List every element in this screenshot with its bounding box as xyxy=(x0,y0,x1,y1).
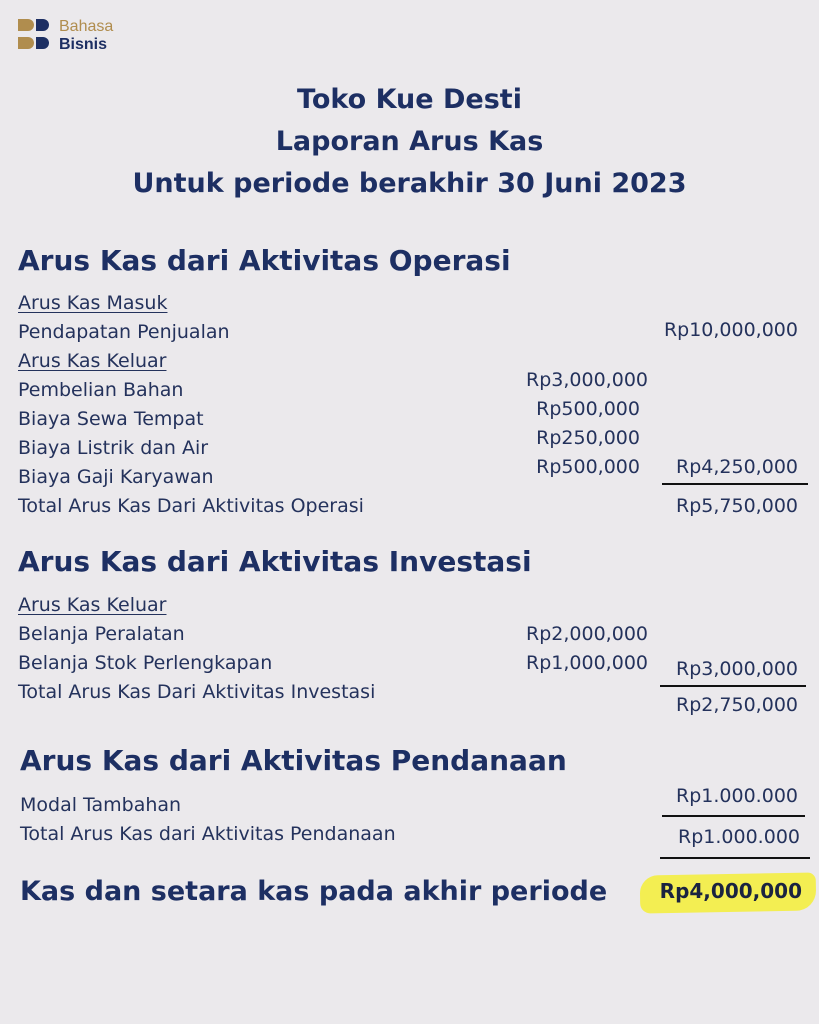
capital-label: Modal Tambahan xyxy=(20,794,182,816)
total-label-pendanaan: Total Arus Kas dari Aktivitas Pendanaan xyxy=(20,823,396,845)
logo-text-top: Bahasa xyxy=(59,18,114,35)
total-amount-investasi: Rp2,750,000 xyxy=(676,694,798,716)
logo-text-bottom: Bisnis xyxy=(59,36,108,53)
expense-amount: Rp500,000 xyxy=(536,456,640,478)
expense-label: Biaya Listrik dan Air xyxy=(18,437,209,459)
cash-out-label-operasi: Arus Kas Keluar xyxy=(18,350,167,372)
investment-label: Belanja Stok Perlengkapan xyxy=(18,652,273,674)
logo xyxy=(17,18,137,58)
cash-in-label: Arus Kas Masuk xyxy=(18,292,168,314)
section-heading-investasi: Arus Kas dari Aktivitas Investasi xyxy=(18,545,532,578)
subtotal-rule xyxy=(662,483,808,485)
investasi-subtotal: Rp3,000,000 xyxy=(676,658,798,680)
section-heading-pendanaan: Arus Kas dari Aktivitas Pendanaan xyxy=(20,744,567,777)
expense-label: Biaya Sewa Tempat xyxy=(18,408,204,430)
subtotal-rule xyxy=(660,685,806,687)
company-name: Toko Kue Desti xyxy=(297,84,522,115)
total-amount-pendanaan: Rp1.000.000 xyxy=(678,826,800,848)
investment-label: Belanja Peralatan xyxy=(18,623,185,645)
total-label-investasi: Total Arus Kas Dari Aktivitas Investasi xyxy=(18,681,376,703)
expense-amount: Rp3,000,000 xyxy=(526,369,648,391)
section-heading-operasi: Arus Kas dari Aktivitas Operasi xyxy=(18,244,511,277)
total-rule xyxy=(660,857,810,859)
total-amount-operasi: Rp5,750,000 xyxy=(676,495,798,517)
revenue-label: Pendapatan Penjualan xyxy=(18,321,230,343)
expense-amount: Rp250,000 xyxy=(536,427,640,449)
investment-amount: Rp1,000,000 xyxy=(526,652,648,674)
logo-mark-icon xyxy=(17,18,53,54)
revenue-amount: Rp10,000,000 xyxy=(663,319,798,341)
report-title: Laporan Arus Kas xyxy=(275,126,544,157)
expense-label: Biaya Gaji Karyawan xyxy=(18,466,214,488)
ending-cash-amount: Rp4,000,000 xyxy=(659,879,802,903)
report-period: Untuk periode berakhir 30 Juni 2023 xyxy=(132,168,687,199)
ending-cash-label: Kas dan setara kas pada akhir periode xyxy=(20,876,608,907)
capital-amount: Rp1.000.000 xyxy=(676,785,798,807)
operasi-cash-out-subtotal: Rp4,250,000 xyxy=(676,456,798,478)
expense-amount: Rp500,000 xyxy=(536,398,640,420)
expense-label: Pembelian Bahan xyxy=(18,379,184,401)
subtotal-rule xyxy=(662,815,805,817)
total-label-operasi: Total Arus Kas Dari Aktivitas Operasi xyxy=(18,495,364,517)
investment-amount: Rp2,000,000 xyxy=(526,623,648,645)
cash-out-label-investasi: Arus Kas Keluar xyxy=(18,594,167,616)
